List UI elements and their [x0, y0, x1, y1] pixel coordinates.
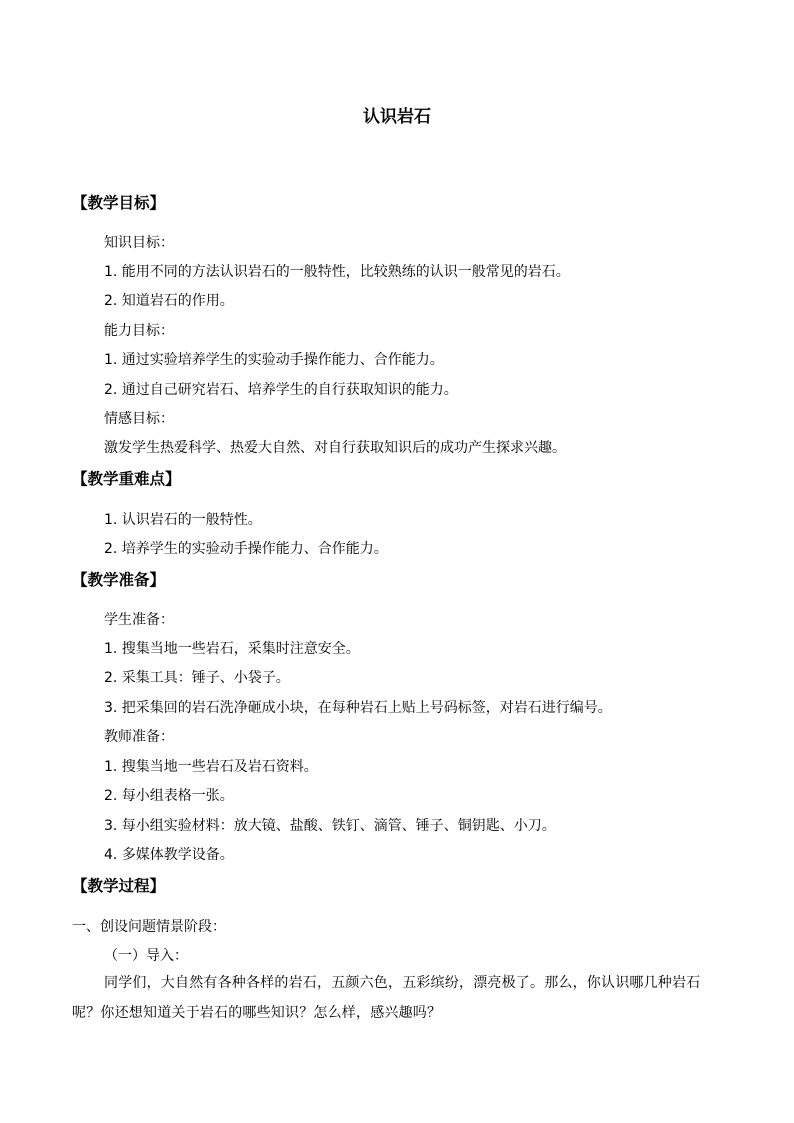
- knowledge-goal-item: 2. 知道岩石的作用。: [104, 293, 234, 309]
- process-sub-intro: （一）导入：: [104, 948, 188, 964]
- teacher-prep-item: 2. 每小组表格一张。: [104, 788, 234, 804]
- heading-objectives: 【教学目标】: [72, 194, 166, 212]
- heading-preparation: 【教学准备】: [72, 571, 166, 589]
- ability-goal-label: 能力目标：: [104, 323, 174, 339]
- heading-key-points: 【教学重难点】: [72, 470, 181, 488]
- document-title: 认识岩石: [363, 107, 431, 127]
- knowledge-goal-label: 知识目标：: [104, 235, 174, 251]
- emotion-goal-text: 激发学生热爱科学、热爱大自然、对自行获取知识后的成功产生探求兴趣。: [104, 440, 566, 456]
- process-stage-1: 一、创设问题情景阶段：: [72, 919, 226, 935]
- knowledge-goal-item: 1. 能用不同的方法认识岩石的一般特性，比较熟练的认识一般常见的岩石。: [104, 264, 570, 280]
- student-prep-label: 学生准备：: [104, 612, 174, 628]
- student-prep-item: 3. 把采集回的岩石洗净砸成小块，在每种岩石上贴上号码标签，对岩石进行编号。: [104, 700, 612, 716]
- key-point-item: 2. 培养学生的实验动手操作能力、合作能力。: [104, 541, 388, 557]
- teacher-prep-item: 1. 搜集当地一些岩石及岩石资料。: [104, 759, 318, 775]
- student-prep-item: 1. 搜集当地一些岩石，采集时注意安全。: [104, 641, 360, 657]
- ability-goal-item: 2. 通过自己研究岩石、培养学生的自行获取知识的能力。: [104, 382, 458, 398]
- teacher-prep-item: 4. 多媒体教学设备。: [104, 847, 234, 863]
- student-prep-item: 2. 采集工具：锤子、小袋子。: [104, 670, 290, 686]
- teacher-prep-label: 教师准备：: [104, 729, 174, 745]
- ability-goal-item: 1. 通过实验培养学生的实验动手操作能力、合作能力。: [104, 352, 444, 368]
- process-intro-paragraph: 同学们，大自然有各种各样的岩石，五颜六色，五彩缤纷，漂亮极了。那么，你认识哪几种岩石呢？你还想知道关于岩石的哪些知识？怎么样，感兴趣吗？: [72, 975, 701, 1021]
- teacher-prep-item: 3. 每小组实验材料：放大镜、盐酸、铁钉、滴管、锤子、铜钥匙、小刀。: [104, 818, 556, 834]
- heading-process: 【教学过程】: [72, 877, 166, 895]
- key-point-item: 1. 认识岩石的一般特性。: [104, 512, 262, 528]
- emotion-goal-label: 情感目标：: [104, 411, 174, 427]
